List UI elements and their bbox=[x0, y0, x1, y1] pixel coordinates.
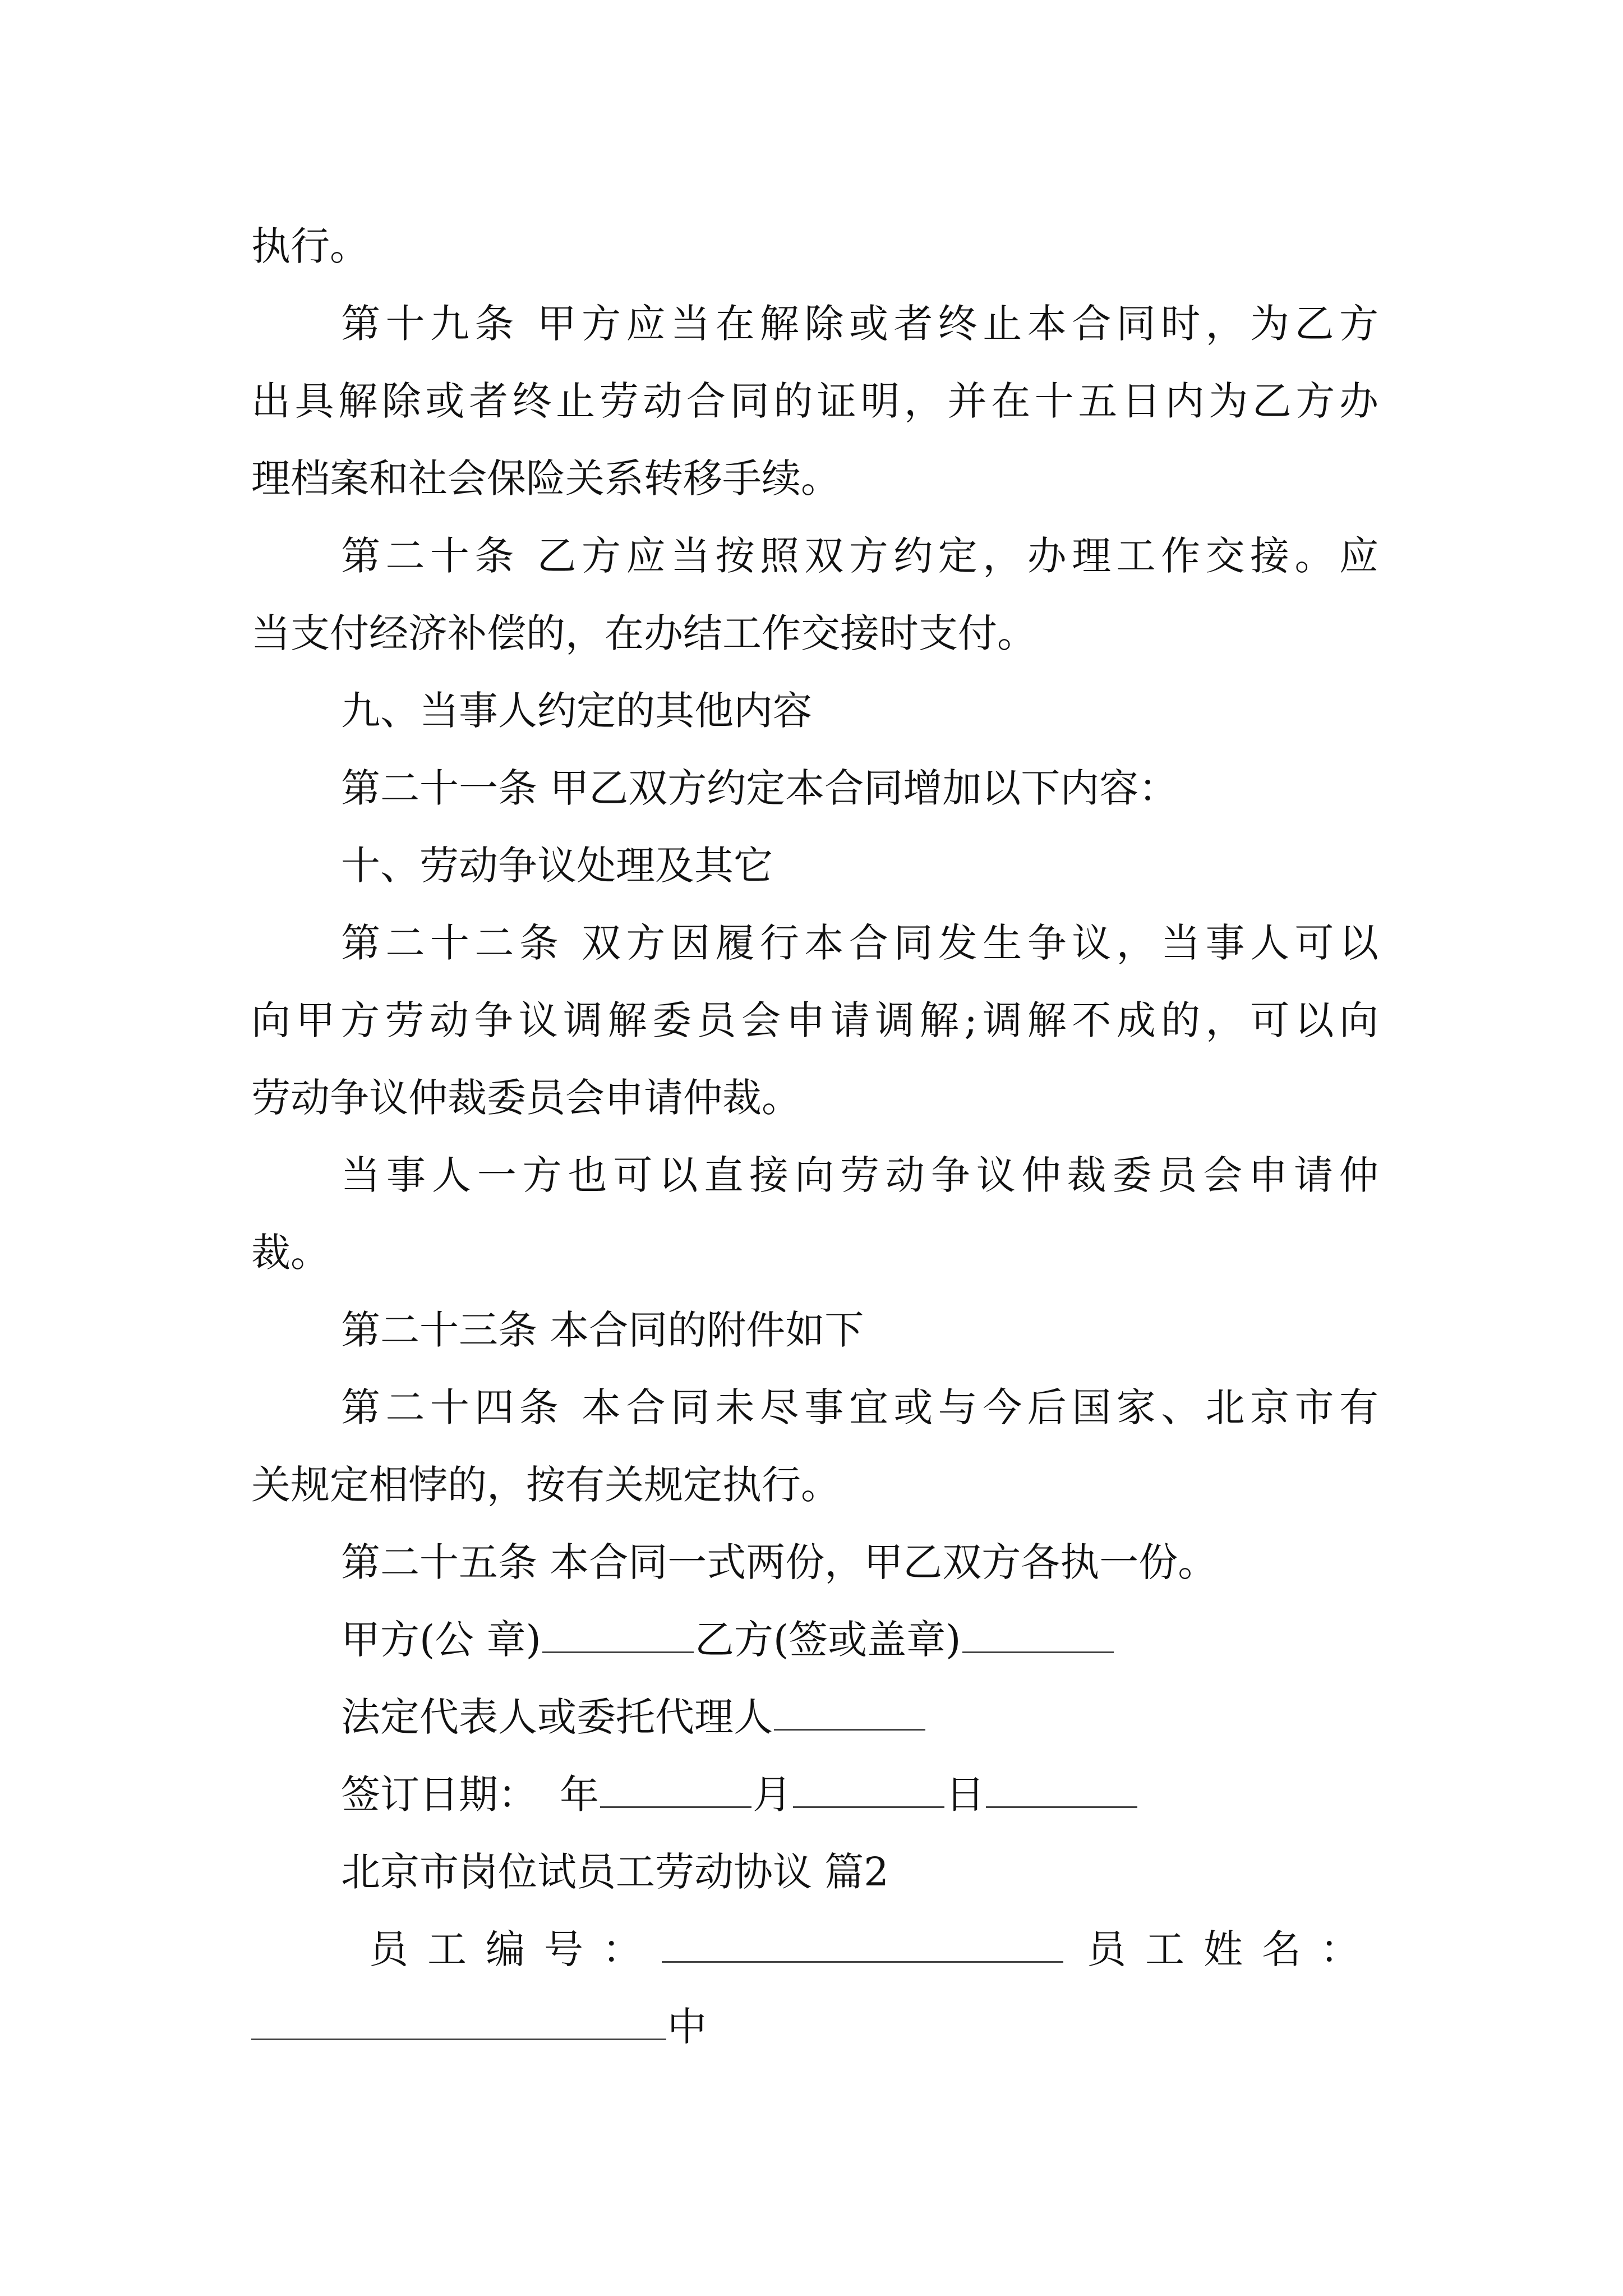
employee-info-line bbox=[251, 1911, 1378, 1988]
employee-name-blank[interactable] bbox=[251, 2005, 666, 2040]
year-blank[interactable] bbox=[600, 1773, 751, 1808]
paragraph-line: 执行。 bbox=[251, 223, 369, 269]
article-23-line: 第二十三条 本合同的附件如下 bbox=[341, 1307, 864, 1353]
article-19-line-2: 出具解除或者终止劳动合同的证明，并在十五日内为乙方办 bbox=[251, 378, 1378, 424]
party-b-label: 乙方(签或盖章) bbox=[694, 1617, 961, 1663]
signature-parties-line bbox=[251, 1601, 1378, 1678]
employee-name-label: 员工姓名： bbox=[1087, 1926, 1378, 1972]
employee-number-blank[interactable] bbox=[662, 1927, 1063, 1963]
party-b-signature-blank[interactable] bbox=[962, 1618, 1114, 1653]
representative-blank[interactable] bbox=[774, 1695, 925, 1731]
article-20-line-1: 第二十条 乙方应当按照双方约定，办理工作交接。应 bbox=[341, 533, 1378, 579]
section-title: 北京市岗位试员工劳动协议 篇2 bbox=[341, 1849, 889, 1895]
day-blank[interactable] bbox=[986, 1773, 1137, 1808]
section-heading-10: 十、劳动争议处理及其它 bbox=[341, 843, 773, 889]
date-label: 签订日期： bbox=[341, 1772, 537, 1818]
arbitration-line-2: 裁。 bbox=[251, 1230, 330, 1276]
article-22-line-1: 第二十二条 双方因履行本合同发生争议，当事人可以 bbox=[341, 920, 1378, 966]
employee-number-label: 员工编号： bbox=[369, 1926, 661, 1972]
article-25-line: 第二十五条 本合同一式两份，甲乙双方各执一份。 bbox=[341, 1539, 1218, 1585]
trailing-text: 中 bbox=[667, 2004, 707, 2050]
section-heading-9: 九、当事人约定的其他内容 bbox=[341, 688, 812, 734]
article-24-line-1: 第二十四条 本合同未尽事宜或与今后国家、北京市有 bbox=[341, 1384, 1378, 1430]
representative-label: 法定代表人或委托代理人 bbox=[341, 1694, 773, 1740]
day-label: 日 bbox=[946, 1772, 985, 1818]
article-22-line-3: 劳动争议仲裁委员会申请仲裁。 bbox=[251, 1075, 801, 1121]
document-page bbox=[251, 208, 1378, 2065]
employee-name-continuation-line bbox=[251, 1988, 1378, 2065]
article-21-line: 第二十一条 甲乙双方约定本合同增加以下内容： bbox=[341, 765, 1178, 811]
article-19-line-1: 第十九条 甲方应当在解除或者终止本合同时，为乙方 bbox=[341, 301, 1378, 347]
representative-line bbox=[251, 1678, 1378, 1756]
party-a-label: 甲方(公 章) bbox=[341, 1617, 541, 1663]
year-label: 年 bbox=[560, 1772, 599, 1818]
article-24-line-2: 关规定相悖的，按有关规定执行。 bbox=[251, 1462, 840, 1508]
party-a-signature-blank[interactable] bbox=[542, 1618, 694, 1653]
article-19-line-3: 理档案和社会保险关系转移手续。 bbox=[251, 455, 840, 501]
month-label: 月 bbox=[753, 1772, 792, 1818]
signing-date-line bbox=[251, 1756, 1378, 1833]
month-blank[interactable] bbox=[793, 1773, 944, 1808]
arbitration-line-1: 当事人一方也可以直接向劳动争议仲裁委员会申请仲 bbox=[341, 1152, 1378, 1198]
article-22-line-2: 向甲方劳动争议调解委员会申请调解;调解不成的，可以向 bbox=[251, 997, 1378, 1043]
article-20-line-2: 当支付经济补偿的，在办结工作交接时支付。 bbox=[251, 610, 1036, 656]
